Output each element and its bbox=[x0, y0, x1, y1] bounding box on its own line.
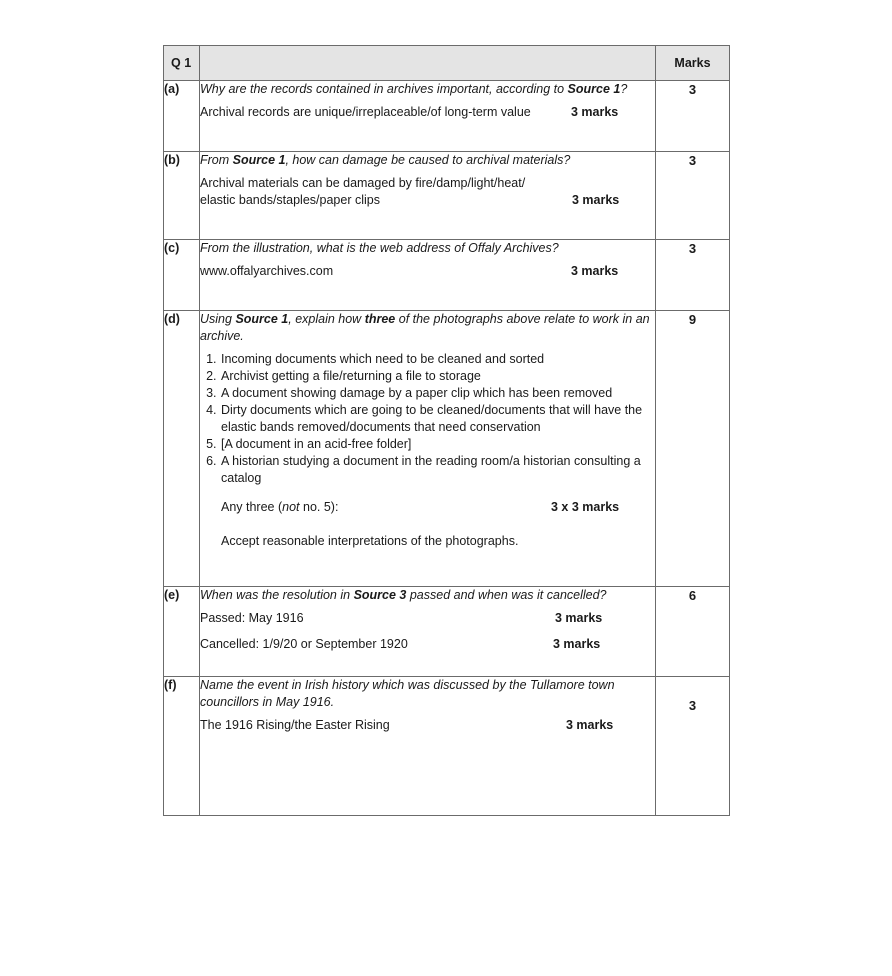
answer-line bbox=[200, 263, 655, 280]
row-body bbox=[200, 677, 656, 816]
answer-text: Archival materials can be damaged by fire/damp/light/heat/ bbox=[200, 176, 526, 190]
question-text: From the illustration, what is the web address of Offaly Archives? bbox=[200, 241, 559, 255]
row-label: (f) bbox=[164, 677, 200, 816]
answer-marks: 3 marks bbox=[566, 718, 614, 732]
answer-points-list bbox=[200, 351, 655, 487]
answer-line bbox=[200, 610, 655, 627]
list-item: 6. A historian studying a document in the reading room/a historian consulting a catalog bbox=[220, 453, 655, 487]
answer-text: Passed: May 1916 bbox=[200, 611, 304, 625]
any-three-line: Any three (not no. 5): 3 x 3 marks bbox=[221, 500, 620, 514]
question-text: From Source 1, how can damage be caused to archival materials? bbox=[200, 153, 571, 167]
row-label: (b) bbox=[164, 152, 200, 240]
answer-line bbox=[200, 636, 655, 653]
row-body bbox=[200, 587, 656, 677]
question-text: Name the event in Irish history which was discussed by the Tullamore town councillors in May 1916. bbox=[200, 678, 615, 709]
answer-marks: 3 marks bbox=[555, 611, 603, 625]
marking-scheme-table bbox=[163, 45, 730, 816]
row-d bbox=[164, 311, 730, 587]
row-b bbox=[164, 152, 730, 240]
row-label: (d) bbox=[164, 311, 200, 587]
answer-marks: 3 x 3 marks bbox=[551, 500, 620, 514]
header-row bbox=[164, 46, 730, 81]
marks-value: 3 bbox=[656, 81, 730, 152]
row-body bbox=[200, 152, 656, 240]
accept-note: Accept reasonable interpretations of the photographs. bbox=[221, 534, 519, 548]
marks-value: 9 bbox=[656, 311, 730, 587]
list-item: 1. Incoming documents which need to be cleaned and sorted bbox=[220, 351, 655, 368]
row-e bbox=[164, 587, 730, 677]
answer-marks: 3 marks bbox=[571, 264, 619, 278]
marks-heading: Marks bbox=[656, 46, 730, 81]
answer-text: elastic bands/staples/paper clips bbox=[200, 193, 380, 207]
header-blank bbox=[200, 46, 656, 81]
answer-line bbox=[200, 104, 655, 121]
marks-value: 3 bbox=[656, 240, 730, 311]
row-c bbox=[164, 240, 730, 311]
answer-text: Cancelled: 1/9/20 or September 1920 bbox=[200, 637, 408, 651]
answer-marks: 3 marks bbox=[571, 105, 619, 119]
row-body bbox=[200, 81, 656, 152]
answer-marks: 3 marks bbox=[572, 193, 620, 207]
marks-value: 6 bbox=[656, 587, 730, 677]
answer-text: Archival records are unique/irreplaceable/of long-term value bbox=[200, 105, 531, 119]
question-text: Using Source 1, explain how three of the photographs above relate to work in an archive. bbox=[200, 312, 650, 343]
row-f bbox=[164, 677, 730, 816]
answer-text: The 1916 Rising/the Easter Rising bbox=[200, 718, 390, 732]
answer-line bbox=[200, 717, 655, 734]
answer-marks: 3 marks bbox=[553, 637, 601, 651]
answer-line bbox=[200, 175, 655, 209]
marks-value: 3 bbox=[656, 152, 730, 240]
list-item: 5. [A document in an acid-free folder] bbox=[220, 436, 655, 453]
row-label: (e) bbox=[164, 587, 200, 677]
marks-value: 3 bbox=[656, 677, 730, 816]
list-item: 4. Dirty documents which are going to be cleaned/documents that will have the elastic bands removed/documents that need conservation bbox=[220, 402, 655, 436]
list-item: 3. A document showing damage by a paper clip which has been removed bbox=[220, 385, 655, 402]
row-label: (c) bbox=[164, 240, 200, 311]
row-body bbox=[200, 311, 656, 587]
row-label: (a) bbox=[164, 81, 200, 152]
question-text: Why are the records contained in archives important, according to Source 1? bbox=[200, 82, 628, 96]
question-number: Q 1 bbox=[164, 46, 200, 81]
list-item: 2. Archivist getting a file/returning a file to storage bbox=[220, 368, 655, 385]
row-body bbox=[200, 240, 656, 311]
row-a bbox=[164, 81, 730, 152]
question-text: When was the resolution in Source 3 passed and when was it cancelled? bbox=[200, 588, 607, 602]
answer-text: www.offalyarchives.com bbox=[200, 264, 334, 278]
